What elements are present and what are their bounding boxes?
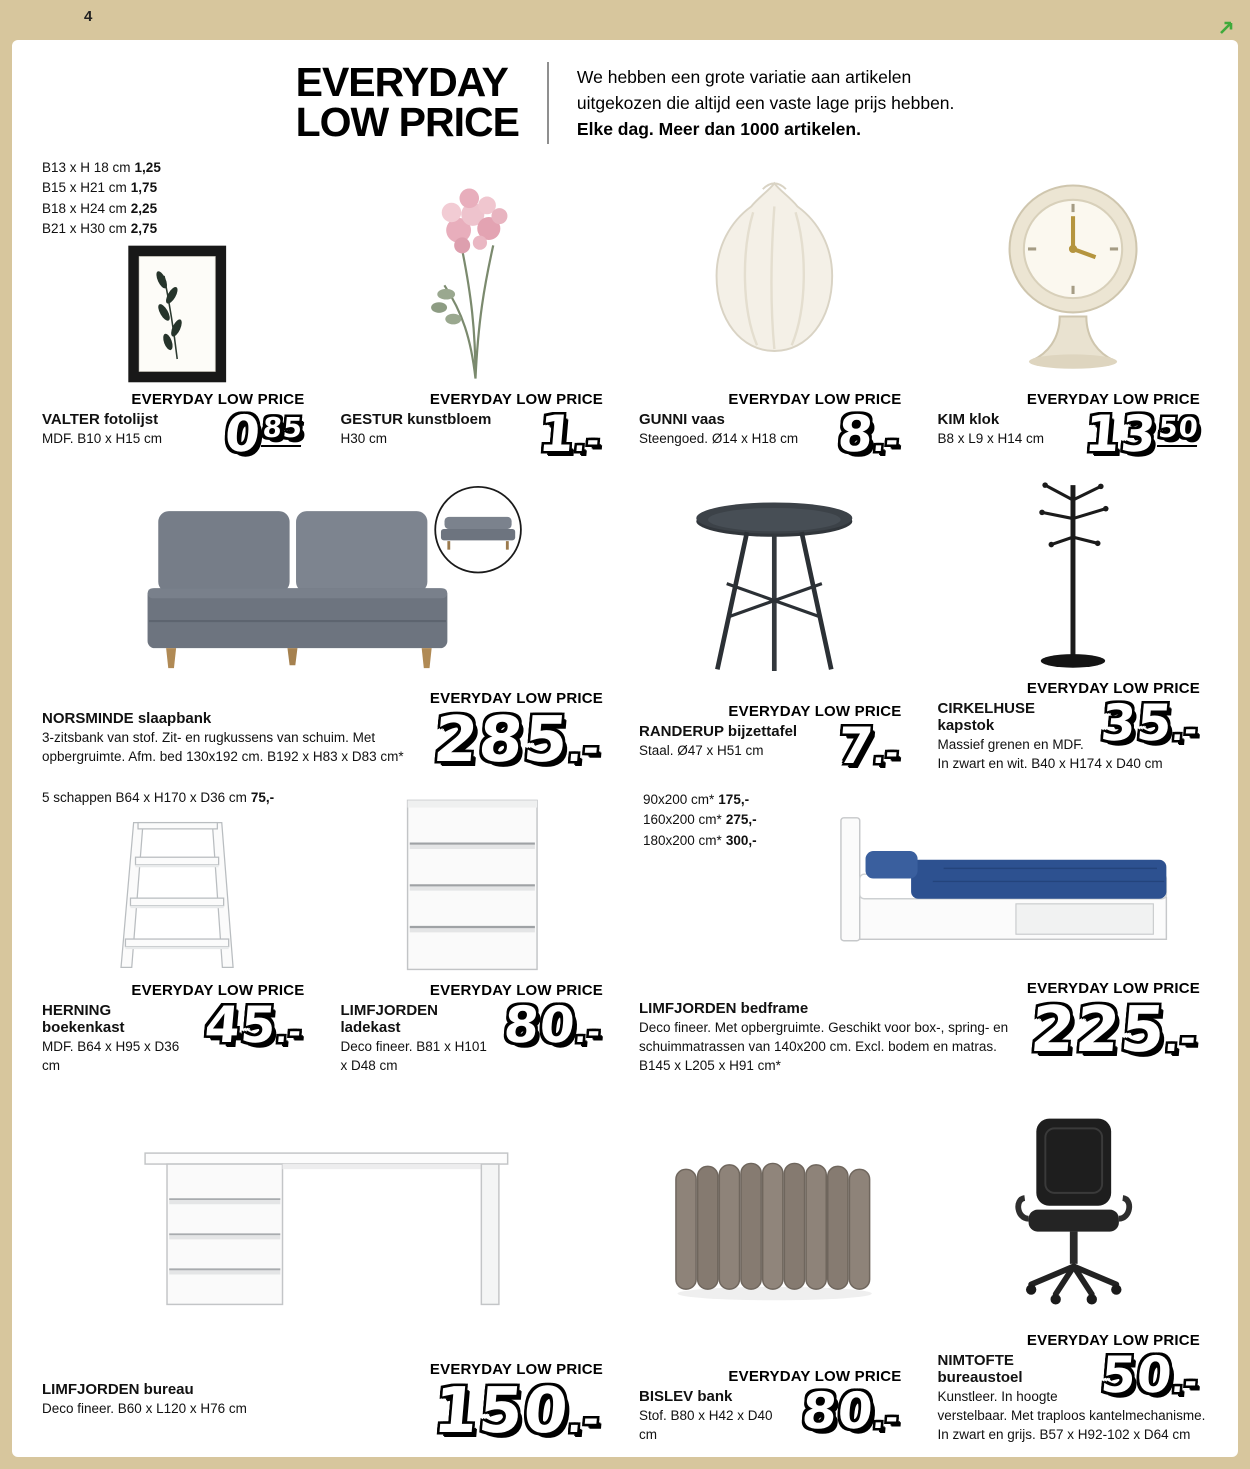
randerup-bijzettafel-image	[635, 474, 914, 701]
everyday-low-price-badge: EVERYDAY LOW PRICE	[728, 1368, 902, 1386]
product-card-limfjorden-ladekast	[335, 782, 618, 1084]
norsminde-slaapbank-image	[38, 474, 615, 688]
product-price: 80.-	[501, 996, 602, 1055]
product-price: 1.-	[536, 404, 602, 463]
header-title-line2: LOW PRICE	[295, 99, 519, 145]
size-label: B21 x H30 cm	[42, 220, 127, 236]
everyday-low-price-badge: EVERYDAY LOW PRICE	[131, 982, 305, 1000]
product-card-kim-klok	[932, 152, 1215, 470]
size-price-list	[38, 786, 317, 810]
product-price: 35.-	[1098, 694, 1199, 753]
everyday-low-price-badge: EVERYDAY LOW PRICE	[1026, 980, 1200, 998]
product-info	[635, 716, 914, 777]
product-name: KIM klok	[937, 410, 1000, 428]
product-info	[38, 996, 317, 1078]
product-desc: Kunstleer. In hoogte verstelbaar. Met traploos kantelmechanisme. In zwart en grijs. B57 x H92-102 x D64 cm	[937, 1389, 1206, 1443]
product-grid	[36, 152, 1214, 1453]
limfjorden-bureau-image	[38, 1088, 615, 1359]
product-info	[38, 1374, 615, 1448]
product-price: 225.-	[1028, 993, 1200, 1067]
product-info	[635, 404, 914, 465]
product-price: 7.-	[835, 716, 901, 775]
product-desc: Deco fineer. B60 x L120 x H76 cm	[42, 1401, 247, 1417]
product-info	[934, 404, 1213, 465]
product-name: VALTER fotolijst	[42, 410, 159, 428]
page-number: 4	[84, 8, 93, 25]
product-price: 285.-	[431, 703, 603, 777]
product-name: LIMFJORDEN bedframe	[639, 1000, 809, 1018]
green-arrow-icon	[1218, 20, 1234, 41]
size-price: 1,75	[130, 180, 158, 196]
size-price: 75,-	[250, 790, 275, 805]
product-card-bislev-bank	[633, 1084, 916, 1453]
product-card-norsminde-slaapbank	[36, 470, 617, 782]
product-card-nimtofte-bureaustoel	[932, 1084, 1215, 1453]
limfjorden-ladekast-image	[337, 786, 616, 980]
product-desc: Deco fineer. Met opbergruimte. Geschikt voor box-, spring- en schuimmatrassen van 140x200 cm. Excl. bodem en matras. B145 x L205 x H91 cm*	[639, 1020, 1009, 1074]
product-info	[635, 1382, 914, 1447]
product-desc: MDF. B10 x H15 cm	[42, 430, 163, 446]
everyday-low-price-badge: EVERYDAY LOW PRICE	[728, 702, 902, 720]
size-price: 175,-	[718, 792, 750, 807]
product-desc: Deco fineer. B81 x H101 x D48 cm	[340, 1039, 487, 1074]
product-price: 45.-	[202, 996, 304, 1055]
product-desc: Steengoed. Ø14 x H18 cm	[639, 430, 799, 446]
product-price: $13^{50}$	[1082, 404, 1200, 463]
product-info	[38, 404, 317, 465]
kim-klok-image	[934, 156, 1213, 389]
product-price: 8.-	[835, 404, 901, 463]
product-card-gunni-vaas	[633, 152, 916, 470]
product-info	[934, 1346, 1213, 1447]
valter-fotolijst-image	[38, 241, 317, 389]
header-description	[577, 64, 954, 143]
header-title-line1: EVERYDAY	[295, 59, 508, 106]
product-price: $0^{85}$	[222, 404, 305, 463]
product-card-valter-fotolijst	[36, 152, 319, 470]
product-desc: MDF. B64 x H95 x D36 cm	[42, 1039, 180, 1074]
product-desc: Massief grenen en MDF. In zwart en wit. B40 x H174 x D40 cm	[937, 737, 1163, 772]
product-name: RANDERUP bijzettafel	[639, 722, 798, 740]
product-info	[337, 996, 616, 1078]
header-desc-line1: We hebben een grote variatie aan artikelen	[576, 66, 912, 87]
product-desc: Staal. Ø47 x H51 cm	[639, 742, 764, 758]
everyday-low-price-badge: EVERYDAY LOW PRICE	[429, 390, 603, 408]
product-name: NORSMINDE slaapbank	[42, 710, 212, 728]
herning-boekenkast-image	[38, 810, 317, 980]
everyday-low-price-badge: EVERYDAY LOW PRICE	[429, 690, 603, 708]
header-desc-line2: uitgekozen die altijd een vaste lage prijs hebben.	[576, 92, 955, 113]
header-desc-line3: Elke dag. Meer dan 1000 artikelen.	[576, 119, 861, 140]
size-price-list	[639, 788, 757, 853]
everyday-low-price-badge: EVERYDAY LOW PRICE	[131, 390, 305, 408]
size-label: B18 x H24 cm	[42, 200, 127, 216]
everyday-low-price-badge: EVERYDAY LOW PRICE	[1026, 680, 1200, 698]
size-label: B15 x H21 cm	[42, 180, 127, 196]
product-desc: 3-zitsbank van stof. Zit- en rugkussens van schuim. Met opbergruimte. Afm. bed 130x192 cm. B192 x H83 x D83 cm*	[42, 730, 404, 765]
nimtofte-bureaustoel-image	[934, 1088, 1213, 1330]
product-info	[38, 703, 615, 777]
product-info	[635, 993, 1212, 1078]
cirkelhuse-kapstok-image	[934, 474, 1213, 678]
product-name: HERNING boekenkast	[42, 1002, 125, 1037]
flyer-page	[12, 40, 1238, 1457]
page-header	[36, 46, 1214, 152]
product-card-limfjorden-bedframe	[633, 782, 1214, 1084]
gestur-kunstbloem-image	[337, 156, 616, 389]
product-name: CIRKELHUSE kapstok	[937, 700, 1036, 735]
product-price: 150.-	[431, 1374, 603, 1448]
product-name: NIMTOFTE bureaustoel	[937, 1352, 1023, 1387]
product-name: GUNNI vaas	[639, 410, 725, 428]
product-name: BISLEV bank	[639, 1388, 733, 1406]
everyday-low-price-badge: EVERYDAY LOW PRICE	[728, 390, 902, 408]
gunni-vaas-image	[635, 156, 914, 389]
everyday-low-price-badge: EVERYDAY LOW PRICE	[429, 982, 603, 1000]
product-name: LIMFJORDEN ladekast	[340, 1002, 438, 1037]
product-info	[934, 694, 1213, 776]
header-title	[295, 59, 519, 145]
product-card-gestur-kunstbloem	[335, 152, 618, 470]
size-price-list	[38, 156, 317, 241]
size-label: 160x200 cm*	[643, 812, 722, 828]
bislev-bank-image	[635, 1088, 914, 1366]
everyday-low-price-badge: EVERYDAY LOW PRICE	[1026, 1332, 1200, 1350]
product-desc: B8 x L9 x H14 cm	[937, 430, 1045, 446]
product-name: GESTUR kunstbloem	[340, 410, 492, 428]
product-card-randerup-bijzettafel	[633, 470, 916, 782]
product-price: 80.-	[799, 1382, 901, 1441]
product-card-cirkelhuse-kapstok	[932, 470, 1215, 782]
product-info	[337, 404, 616, 465]
size-label: B13 x H 18 cm	[42, 160, 131, 175]
size-price: 1,25	[134, 160, 161, 175]
everyday-low-price-badge: EVERYDAY LOW PRICE	[429, 1361, 603, 1379]
size-price: 300,-	[725, 832, 757, 848]
product-name: LIMFJORDEN bureau	[42, 1381, 194, 1399]
product-card-limfjorden-bureau	[36, 1084, 617, 1453]
size-label: 90x200 cm*	[643, 792, 715, 807]
size-price: 2,75	[130, 220, 158, 236]
size-label: 180x200 cm*	[643, 832, 722, 848]
product-card-herning-boekenkast	[36, 782, 319, 1084]
everyday-low-price-badge: EVERYDAY LOW PRICE	[1026, 390, 1200, 408]
product-desc: Stof. B80 x H42 x D40 cm	[639, 1408, 773, 1443]
product-price: 50.-	[1098, 1346, 1199, 1405]
size-label: 5 schappen B64 x H170 x D36 cm	[42, 790, 247, 805]
header-divider	[547, 62, 549, 144]
size-price: 2,25	[130, 200, 158, 216]
product-desc: H30 cm	[340, 430, 388, 446]
size-price: 275,-	[725, 812, 757, 828]
